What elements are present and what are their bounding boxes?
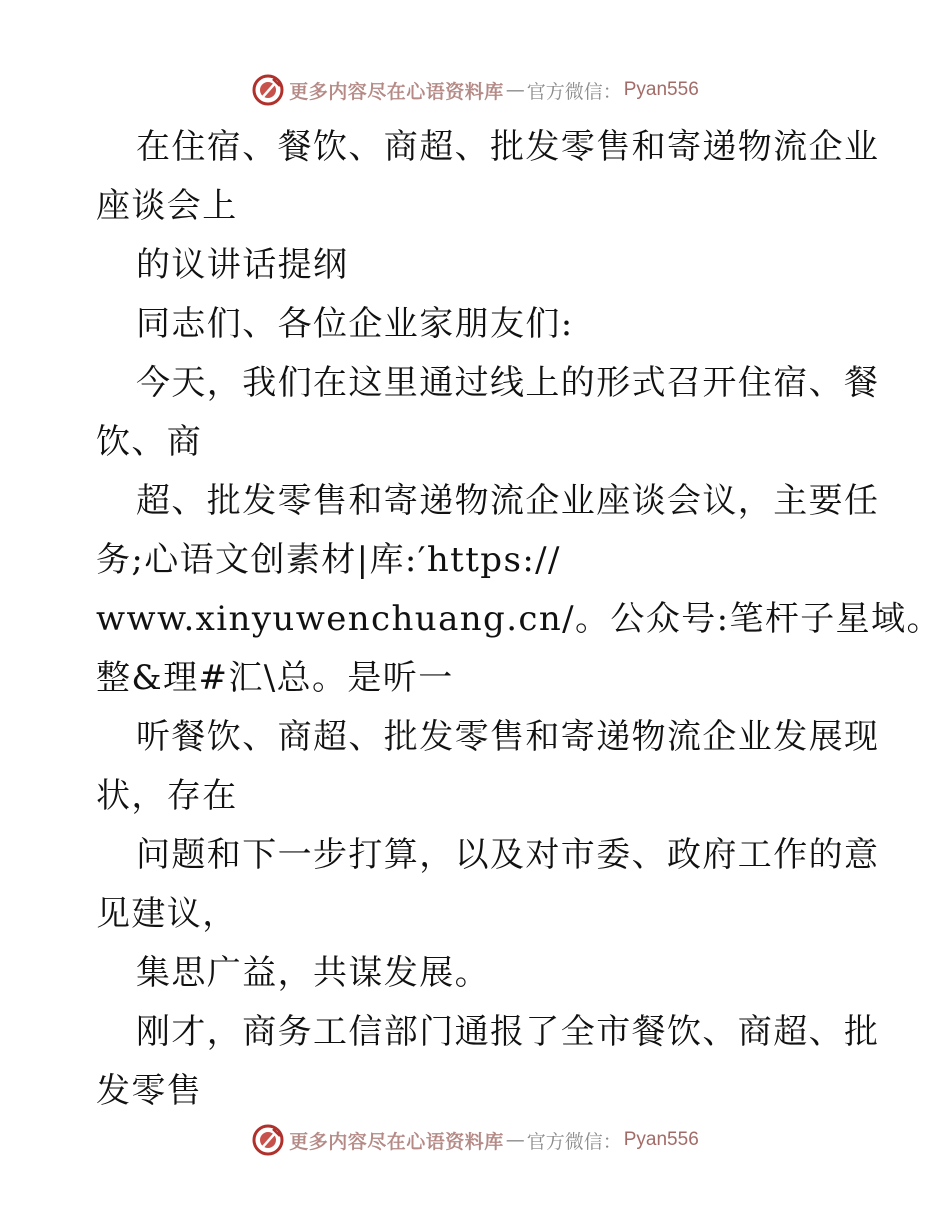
paragraph-line: 状，存在: [96, 776, 238, 816]
banner-brand-text: 更多内容尽在心语资料库: [289, 80, 504, 103]
paragraph-line: 同志们、各位企业家朋友们:: [136, 304, 574, 344]
paragraph-line: 刚才，商务工信部门通报了全市餐饮、商超、批: [136, 1012, 880, 1052]
footer-watermark-banner: [0, 1118, 950, 1162]
paragraph-line: 集思广益，共谋发展。: [136, 953, 490, 993]
paragraph-line-url: www.xinyuwenchuang.cn/。公众号:笔杆子星域。: [96, 599, 942, 639]
banner-wechat-id: Pyan556: [623, 79, 699, 100]
paragraph-line: 问题和下一步打算，以及对市委、政府工作的意: [136, 835, 880, 875]
paragraph-line: 听餐饮、商超、批发零售和寄递物流企业发展现: [136, 717, 880, 757]
banner-wechat-label: 官方微信：: [526, 1130, 622, 1153]
paragraph-line: 饮、商: [96, 422, 203, 462]
brand-logo-icon: [251, 73, 285, 107]
banner-separator: —: [505, 79, 525, 101]
banner-wechat-label: 官方微信：: [526, 80, 622, 103]
paragraph-line: 的议讲话提纲: [136, 245, 349, 285]
paragraph-line: 超、批发零售和寄递物流企业座谈会议，主要任: [136, 481, 880, 521]
header-watermark-banner: [0, 68, 950, 112]
brand-logo-icon: [251, 1123, 285, 1157]
paragraph-line: 整&理#汇\总。是听一: [96, 658, 454, 698]
paragraph-line: 见建议，: [96, 894, 238, 934]
paragraph-line: 发零售: [96, 1071, 203, 1111]
banner-separator: —: [505, 1129, 525, 1151]
document-body: [96, 118, 942, 1121]
paragraph-line: 今天，我们在这里通过线上的形式召开住宿、餐: [136, 363, 880, 403]
paragraph-line: 在住宿、餐饮、商超、批发零售和寄递物流企业: [136, 127, 880, 167]
paragraph-line: 座谈会上: [96, 186, 238, 226]
paragraph-line: 务;心语文创素材|库:′https://: [96, 540, 561, 580]
banner-brand-text: 更多内容尽在心语资料库: [289, 1130, 504, 1153]
banner-wechat-id: Pyan556: [623, 1129, 699, 1150]
